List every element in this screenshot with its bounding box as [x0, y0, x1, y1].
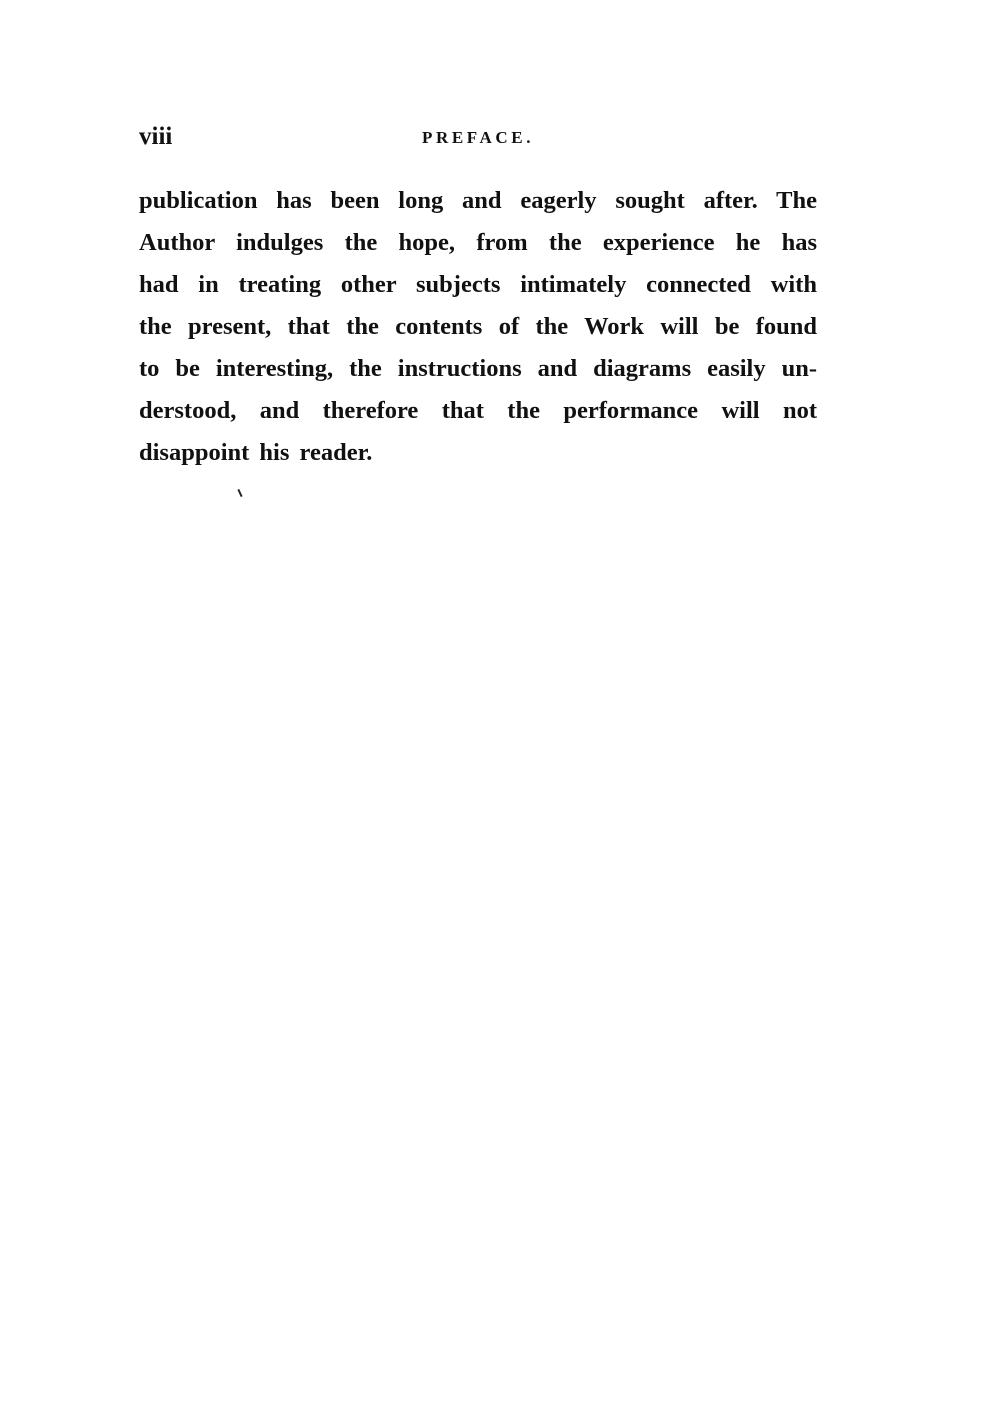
text-line: to be interesting, the instructions and diagrams easily un- [139, 355, 817, 382]
body-paragraph [139, 180, 817, 474]
text-line: disappoint his reader. [139, 439, 373, 466]
ink-speck [237, 489, 242, 497]
page-number: viii [139, 123, 173, 150]
text-line: had in treating other subjects intimately connected with [139, 271, 817, 298]
text-line: derstood, and therefore that the performance will not [139, 397, 817, 424]
running-head: PREFACE. [422, 128, 535, 147]
text-line: Author indulges the hope, from the experience he has [139, 229, 817, 256]
text-line: publication has been long and eagerly sought after. The [139, 187, 817, 214]
text-line: the present, that the contents of the Work will be found [139, 313, 817, 340]
